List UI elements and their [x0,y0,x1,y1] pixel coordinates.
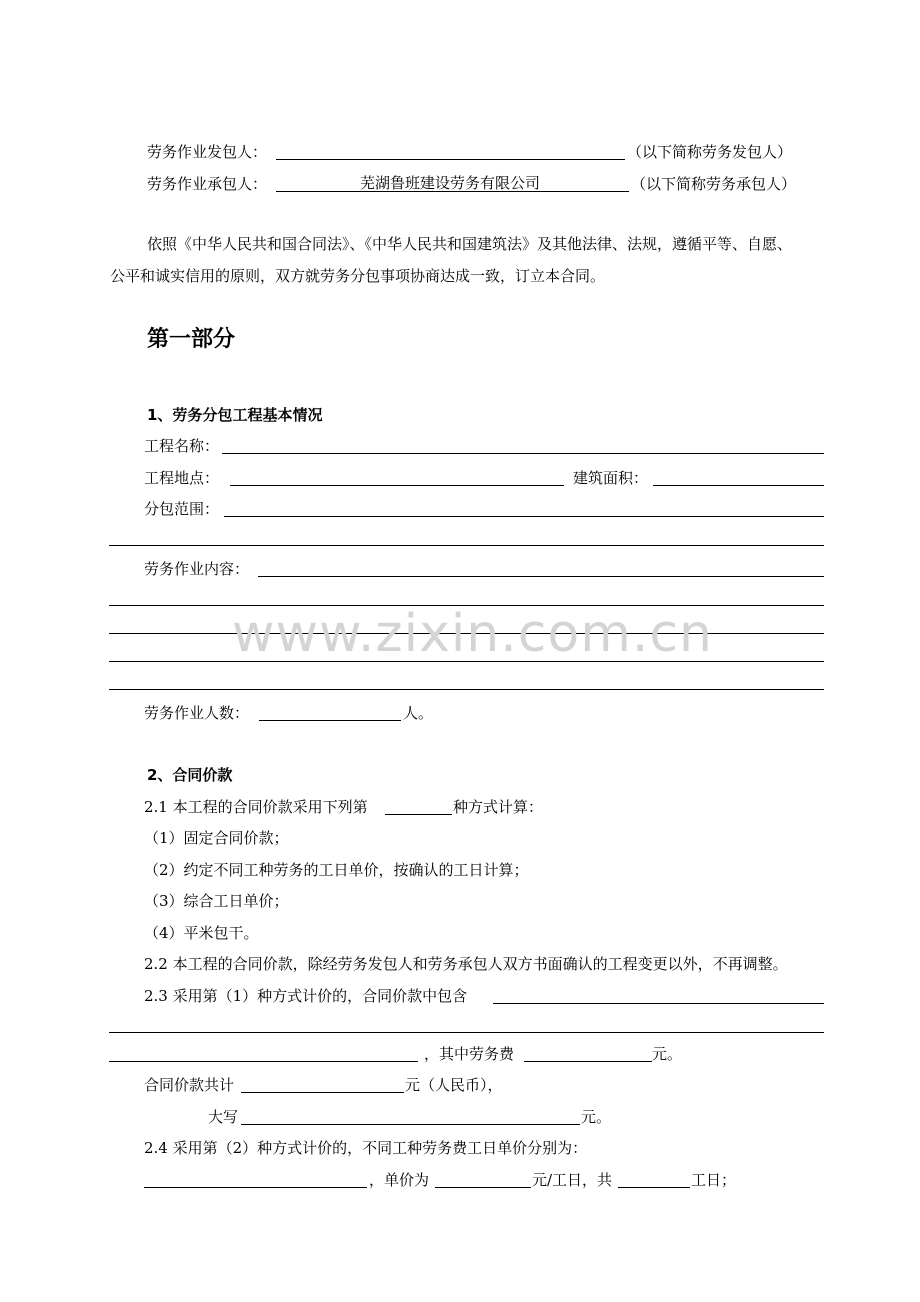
work-content-line-5[interactable] [109,689,824,690]
capital-amount-unit: 元。 [581,1108,612,1126]
clause-2-2: 2.2 本工程的合同价款，除经劳务发包人和劳务承包人双方书面确认的工程变更以外，不再调整。 [144,955,788,973]
option-1: （1）固定合同价款； [144,829,289,847]
total-price-label: 合同价款共计 [144,1076,235,1094]
project-name-label: 工程名称： [144,437,220,455]
section2-heading: 2、合同价款 [147,766,233,784]
workers-label: 劳务作业人数： [144,704,250,722]
workdays-field[interactable] [618,1187,690,1188]
unit-price-suffix: 工日； [691,1171,737,1189]
capital-amount-field[interactable] [241,1124,580,1125]
project-name-field[interactable] [222,453,824,454]
labor-fee-prefix: ，其中劳务费 [424,1045,515,1063]
contractor-label: 劳务作业承包人： [147,175,268,193]
scope-field-line-2[interactable] [109,545,824,546]
intro-line-2: 公平和诚实信用的原则，双方就劳务分包事项协商达成一致，订立本合同。 [110,267,606,285]
clause-2-1-suffix: 种方式计算： [453,798,544,816]
unit-price-field[interactable] [435,1187,531,1188]
price-includes-field[interactable] [493,1003,824,1004]
section1-heading: 1、劳务分包工程基本情况 [147,406,323,424]
contractor-note: （以下简称劳务承包人） [631,175,797,193]
contractor-value[interactable]: 芜湖鲁班建设劳务有限公司 [359,174,540,192]
issuer-label: 劳务作业发包人： [147,143,268,161]
building-area-field[interactable] [653,485,824,486]
workers-field[interactable] [259,720,401,721]
issuer-note: （以下简称劳务发包人） [627,143,793,161]
price-includes-line-3[interactable] [109,1061,418,1062]
workers-unit: 人。 [403,704,434,722]
labor-fee-field[interactable] [524,1061,652,1062]
method-choice-field[interactable] [385,814,452,815]
total-price-field[interactable] [241,1092,404,1093]
unit-price-prefix: ，单价为 [369,1171,430,1189]
project-location-label: 工程地点： [144,469,220,487]
trade-name-field[interactable] [144,1187,367,1188]
work-content-label: 劳务作业内容： [144,560,250,578]
watermark: www.zixin.com.cn [232,604,713,664]
labor-fee-unit: 元。 [652,1045,683,1063]
scope-field[interactable] [224,516,824,517]
issuer-line[interactable] [276,159,625,160]
clause-2-1-prefix: 2.1 本工程的合同价款采用下列第 [144,798,368,816]
intro-line-1: 依照《中华人民共和国合同法》、《中华人民共和国建筑法》及其他法律、法规，遵循平等、自愿、 [147,235,793,253]
capital-amount-label: 大写 [208,1108,239,1126]
clause-2-3: 2.3 采用第（1）种方式计价的，合同价款中包含 [144,987,468,1005]
price-includes-line-2[interactable] [109,1032,824,1033]
building-area-label: 建筑面积： [573,469,649,487]
part-title: 第一部分 [147,327,236,352]
total-price-unit: 元（人民币）， [405,1076,503,1094]
work-content-field[interactable] [258,576,824,577]
option-3: （3）综合工日单价； [144,892,289,910]
project-location-field[interactable] [230,485,564,486]
unit-price-mid: 元/工日，共 [532,1171,613,1189]
option-2: （2）约定不同工种劳务的工日单价，按确认的工日计算； [144,861,529,879]
clause-2-4: 2.4 采用第（2）种方式计价的，不同工种劳务费工日单价分别为： [144,1139,588,1157]
option-4: （4）平米包干。 [144,924,259,942]
scope-label: 分包范围： [144,500,220,518]
